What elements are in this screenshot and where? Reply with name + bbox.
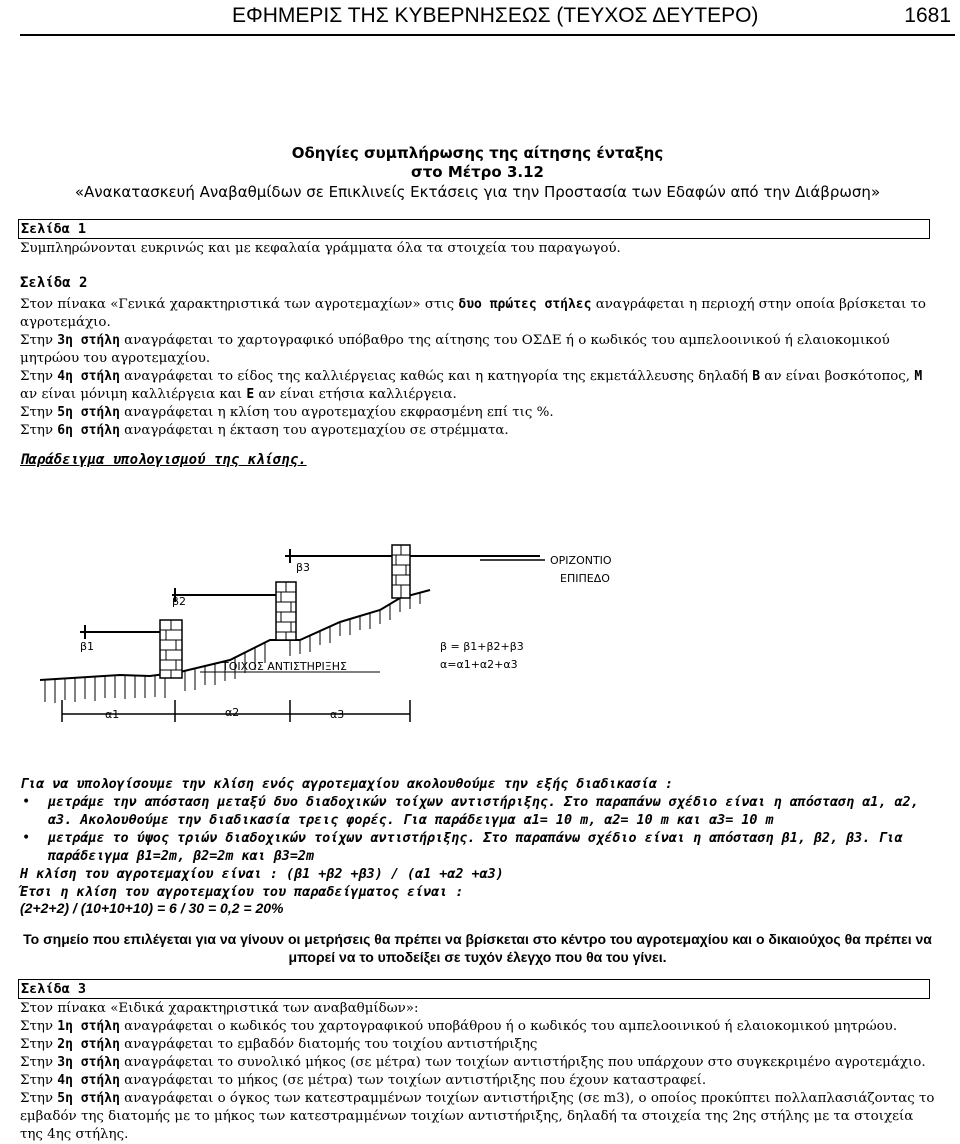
label-b1: β1 xyxy=(80,640,95,653)
text-bold: Β xyxy=(752,369,761,384)
page3-line1 xyxy=(20,1018,935,1036)
text: αναγράφεται ο όγκος των κατεστραμμένων τοιχίων αντιστήριξης (σε m3), ο οποίος προκύπτει πολλαπλασιάζοντας το εμβαδόν της διατομής με το μήκος των κατεστραμμένων τοιχίων αντιστήριξης, δηλαδή τα στοιχεία της 2ης στήλης με τα στοιχεία της 4ης στήλης. xyxy=(20,1091,935,1142)
label-horizontal-2: ΕΠΙΠΕΔΟ xyxy=(560,572,610,585)
text: Στην xyxy=(20,369,58,384)
page1-text: Συμπληρώνονται ευκρινώς και με κεφαλαία γράμματα όλα τα στοιχεία του παραγωγού. xyxy=(20,241,621,256)
text-bold: 1η στήλη xyxy=(57,1019,120,1034)
text: Στην xyxy=(20,1073,58,1088)
text-bold: 3η στήλη xyxy=(57,1055,120,1070)
page3-intro: Στον πίνακα «Ειδικά χαρακτηριστικά των αναβαθμίδων»: xyxy=(20,1001,419,1016)
procedure-intro: Για να υπολογίσουμε την κλίση ενός αγροτεμαχίου ακολουθούμε την εξής διαδικασία : xyxy=(20,777,674,792)
text-bold: 4η στήλη xyxy=(57,369,120,384)
section-page1-label: Σελίδα 1 xyxy=(18,219,930,239)
text: αναγράφεται η έκταση του αγροτεμαχίου σε στρέμματα. xyxy=(119,423,509,438)
text: Στην xyxy=(20,333,58,348)
text: Στον πίνακα «Γενικά χαρακτηριστικά των αγροτεμαχίων» στις xyxy=(20,297,459,312)
text: αν είναι μόνιμη καλλιέργεια και xyxy=(20,387,247,402)
formula-b: β = β1+β2+β3 xyxy=(440,640,524,653)
procedure-bullet2: μετράμε το ύψος τριών διαδοχικών τοίχων αντιστήριξης. Στο παραπάνω σχέδιο είναι η απόσταση β1, β2, β3. Για παράδειγμα β1=2m, β2=2m και β3=2m xyxy=(48,831,903,864)
text: Στην xyxy=(20,1055,58,1070)
text-bold: 5η στήλη xyxy=(57,405,120,420)
label-b2: β2 xyxy=(172,595,187,608)
section-page3-label: Σελίδα 3 xyxy=(18,979,930,999)
text: Στην xyxy=(20,423,58,438)
text-bold: 6η στήλη xyxy=(57,423,120,438)
text: αναγράφεται το χαρτογραφικό υπόβαθρο της αίτησης του ΟΣΔΕ ή ο κωδικός του αμπελοοινικού ή ελαιοκομικού μητρώου του αγροτεμαχίου. xyxy=(20,333,890,366)
page3-line2 xyxy=(20,1036,935,1054)
label-b3: β3 xyxy=(296,561,311,574)
text: αν είναι βοσκότοπος, xyxy=(760,369,915,384)
bullet-dot: • xyxy=(22,794,31,810)
text-bold: Ε xyxy=(246,387,255,402)
text: αναγράφεται ο κωδικός του χαρτογραφικού υποβάθρου ή ο κωδικός του αμπελοοινικού ή ελαιοκομικού μητρώου. xyxy=(119,1019,898,1034)
label-wall: ΤΟΙΧΟΣ ΑΝΤΙΣΤΗΡΙΞΗΣ xyxy=(222,660,347,673)
label-a2: α2 xyxy=(225,706,240,719)
text: αναγράφεται η περιοχή στην οποία βρίσκεται το αγροτεμάχιο. xyxy=(20,297,926,330)
label-a3: α3 xyxy=(330,708,345,721)
bullet-dot: • xyxy=(22,830,31,846)
text: Στην xyxy=(20,405,58,420)
label-horizontal-1: ΟΡΙΖΟΝΤΙΟ xyxy=(550,554,612,567)
page-number: 1681 xyxy=(904,4,951,27)
measurement-note: Το σημείο που επιλέγεται για να γίνουν οι μετρήσεις θα πρέπει να βρίσκεται στο κέντρο του αγροτεμαχίου και ο δικαιούχος θα πρέπει να μπορεί να το υποδείξει σε τυχόν έλεγχο που θα του γίνει. xyxy=(23,931,932,965)
label-a1: α1 xyxy=(105,708,120,721)
section-page2-label: Σελίδα 2 xyxy=(20,275,88,291)
text-bold: 3η στήλη xyxy=(57,333,120,348)
soil-hatching xyxy=(45,592,420,703)
text: αναγράφεται το μήκος (σε μέτρα) των τοιχίων αντιστήριξης που έχουν καταστραφεί. xyxy=(119,1073,707,1088)
procedure-formula3: (2+2+2) / (10+10+10) = 6 / 30 = 0,2 = 20% xyxy=(20,900,284,916)
procedure-formula2: Έτσι η κλίση του αγροτεμαχίου του παραδείγματος είναι : xyxy=(20,885,464,900)
text: αναγράφεται το είδος της καλλιέργειας καθώς και η κατηγορία της εκμετάλλευσης δηλαδή xyxy=(119,369,753,384)
text: αναγράφεται η κλίση του αγροτεμαχίου εκφρασμένη επί τις %. xyxy=(119,405,554,420)
text: αναγράφεται το εμβαδόν διατομής του τοιχίου αντιστήριξης xyxy=(119,1037,538,1052)
text-bold: δυο πρώτες στήλες xyxy=(458,297,592,312)
page3-line4 xyxy=(20,1072,935,1090)
doc-title-line1: Οδηγίες συμπλήρωσης της αίτησης ένταξης xyxy=(291,144,664,162)
example-title: Παράδειγμα υπολογισμού της κλίσης. xyxy=(20,452,307,468)
text: Στην xyxy=(20,1019,58,1034)
text-bold: 2η στήλη xyxy=(57,1037,120,1052)
text-bold: Μ xyxy=(914,369,923,384)
text-bold: 4η στήλη xyxy=(57,1073,120,1088)
text: Στην xyxy=(20,1091,58,1106)
text-bold: 5η στήλη xyxy=(57,1091,120,1106)
text: Στην xyxy=(20,1037,58,1052)
doc-title-line3: «Ανακατασκευή Αναβαθμίδων σε Επικλινείς Εκτάσεις για την Προστασία των Εδαφών από την Διάβρωση» xyxy=(74,183,881,201)
doc-title-line2: στο Μέτρο 3.12 xyxy=(411,163,544,181)
gazette-title: ΕΦΗΜΕΡΙΣ ΤΗΣ ΚΥΒΕΡΝΗΣΕΩΣ (ΤΕΥΧΟΣ ΔΕΥΤΕΡΟ) xyxy=(232,4,759,27)
page3-line3 xyxy=(20,1054,935,1072)
procedure-bullet1: μετράμε την απόσταση μεταξύ δυο διαδοχικών τοίχων αντιστήριξης. Στο παραπάνω σχέδιο είναι η απόσταση α1, α2, α3. Ακολουθούμε την διαδικασία τρεις φορές. Για παράδειγμα α1= 10 m, α2= 10 m και α3= 10 m xyxy=(48,795,919,828)
text: αν είναι ετήσια καλλιέργεια. xyxy=(254,387,457,402)
formula-a: α=α1+α2+α3 xyxy=(440,658,518,671)
page3-line5 xyxy=(20,1090,935,1144)
procedure-formula1: Η κλίση του αγροτεμαχίου είναι : (β1 +β2 +β3) / (α1 +α2 +α3) xyxy=(20,867,504,882)
text: αναγράφεται το συνολικό μήκος (σε μέτρα) των τοιχίων αντιστήριξης που υπάρχουν στο συγκεκριμένο αγροτεμάχιο. xyxy=(119,1055,926,1070)
